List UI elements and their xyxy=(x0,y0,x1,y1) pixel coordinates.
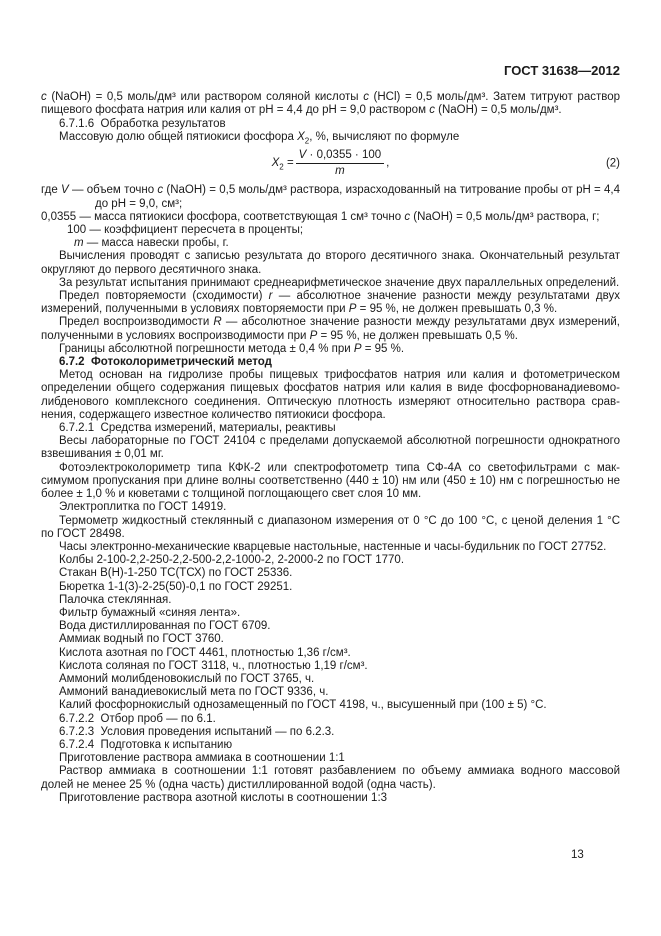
para-ammonium-molybdate: Аммоний молибденовокислый по ГОСТ 3765, ч. xyxy=(59,672,315,685)
para-nitric-solution-title: Приготовление раствора азотной кислоты в соотношении 1:3 xyxy=(59,791,388,804)
formula-fraction xyxy=(296,149,384,178)
where-term-100: 100 — коэффициент пересчета в проценты; xyxy=(67,224,304,237)
para-paper-filter: Фильтр бумажный «синяя лента». xyxy=(59,606,241,619)
para-repeatability-limit: Предел повторяемости (сходимости) r — абсолютное значение разности между результатами двух измерений, полученными в условиях повторяемости при Р = 95 %, не должен превышать 0,3 %. xyxy=(41,290,620,316)
where-term-m: m — масса навески пробы, г. xyxy=(74,237,229,250)
para-glass-rod: Палочка стеклянная. xyxy=(59,593,172,606)
para-flasks: Колбы 2-100-2,2-250-2,2-500-2,2-1000-2, 2-2000-2 по ГОСТ 1770. xyxy=(59,554,405,567)
para-clocks: Часы электронно-механические кварцевые настольные, настенные и часы-будильник по ГОСТ 27752. xyxy=(59,540,607,553)
formula-lhs: $X_2$ = xyxy=(271,157,294,172)
para-test-result-mean: За результат испытания принимают среднеарифметическое значение двух параллельных определений. xyxy=(59,276,620,289)
para-thermometer: Термометр жидкостный стеклянный с диапазоном измерения от 0 °С до 100 °С, с ценой деления 1 °С по ГОСТ 28498. xyxy=(41,514,620,540)
para-hydrochloric-acid: Кислота соляная по ГОСТ 3118, ч., плотностью 1,19 г/см³. xyxy=(59,659,368,672)
where-term-00355: 0,0355 — масса пятиокиси фосфора, соответствующая 1 см³ точно с (NaOH) = 0,5 моль/дм³ раствора, г; xyxy=(41,210,600,223)
formula-2 xyxy=(41,149,620,178)
standard-number-header: ГОСТ 31638—2012 xyxy=(504,63,620,78)
formula-comma: , xyxy=(386,157,390,170)
formula-equation-number: (2) xyxy=(605,157,620,170)
para-photocolorimeter: Фотоэлектроколориметр типа КФК-2 или спектрофотометр типа СФ-4А со светофильтрами с максимумом пропускания при длине волны соответственно (440 ± 10) нм или (450 ± 10) нм с погрешностью не более ± 1,0 % и кюветами с толщиной поглощающего свет слоя 10 мм. xyxy=(41,461,620,501)
heading-6-7-1-6: 6.7.1.6 Обработка результатов xyxy=(59,117,226,130)
where-term-v: где V — объем точно с (NaOH) = 0,5 моль/дм³ раствора, израсходованный на титрование пробы от рН = 4,4 до рН = 9,0, см³; xyxy=(41,184,620,210)
formula-denominator: m xyxy=(335,165,345,178)
heading-6-7-2-3: 6.7.2.3 Условия проведения испытаний — по 6.2.3. xyxy=(59,725,335,738)
para-potassium-phosphate: Калий фосфорнокислый однозамещенный по ГОСТ 4198, ч., высушенный при (100 ± 5) °С. xyxy=(59,699,547,712)
para-burette: Бюретка 1-1(3)-2-25(50)-0,1 по ГОСТ 29251. xyxy=(59,580,293,593)
para-ammonium-vanadate: Аммоний ванадиевокислый мета по ГОСТ 9336, ч. xyxy=(59,686,329,699)
heading-6-7-2: 6.7.2 Фотоколориметрический метод xyxy=(59,356,272,369)
page-content xyxy=(41,64,620,805)
para-ammonia-water: Аммиак водный по ГОСТ 3760. xyxy=(59,633,224,646)
para-ammonia-solution-prep: Раствор аммиака в соотношении 1:1 готовят разбавлением по объему аммиака водного массовой долей не менее 25 % (одна часть) дистиллированной водой (одна часть). xyxy=(41,765,620,791)
formula-numerator: V · 0,0355 · 100 xyxy=(296,149,384,164)
para-laboratory-scales: Весы лабораторные по ГОСТ 24104 с пределами допускаемой абсолютной погрешности однократного взвешивания ± 0,01 мг. xyxy=(41,435,620,461)
para-beaker: Стакан В(Н)-1-250 ТС(ТСХ) по ГОСТ 25336. xyxy=(59,567,293,580)
para-reproducibility-limit: Предел воспроизводимости R — абсолютное значение разности между результатами двух измерений, полученными в условиях воспроизводимости при Р = 95 %, не должен превышать 0,5 %. xyxy=(41,316,620,342)
page-number: 13 xyxy=(571,849,584,861)
para-method-description: Метод основан на гидролизе пробы пищевых трифосфатов натрия или калия и фотометрическом определении общего содержания пищевых фосфатов натрия или калия в виде фосфорнованадиевомолибденового комплексного соединения. Оптическую плотность измеряют относительно раствора сравнения, содержащего известное количество пятиокиси фосфора. xyxy=(41,369,620,421)
heading-6-7-2-4: 6.7.2.4 Подготовка к испытанию xyxy=(59,738,233,751)
para-error-bounds: Границы абсолютной погрешности метода ± 0,4 % при Р = 95 %. xyxy=(59,342,405,355)
para-mass-fraction: Массовую долю общей пятиокиси фосфора $X_2$, %, вычисляют по формуле xyxy=(59,130,460,146)
para-naoh-titration: с (NaOH) = 0,5 моль/дм³ или раствором соляной кислоты с (HCl) = 0,5 моль/дм³. Затем титруют раствор пищевого фосфата натрия или калия от рН = 4,4 до рН = 9,0 раствором с (NaOH) = 0,5 моль/дм³. xyxy=(41,91,620,117)
para-hotplate: Электроплитка по ГОСТ 14919. xyxy=(59,501,227,514)
para-ammonia-solution-title: Приготовление раствора аммиака в соотношении 1:1 xyxy=(59,752,345,765)
para-nitric-acid: Кислота азотная по ГОСТ 4461, плотностью 1,36 г/см³. xyxy=(59,646,351,659)
para-distilled-water: Вода дистиллированная по ГОСТ 6709. xyxy=(59,620,271,633)
para-calculation-rounding: Вычисления проводят с записью результата до второго десятичного знака. Окончательный результат округляют до первого десятичного знака. xyxy=(41,250,620,276)
heading-6-7-2-1: 6.7.2.1 Средства измерений, материалы, реактивы xyxy=(59,422,336,435)
heading-6-7-2-2: 6.7.2.2 Отбор проб — по 6.1. xyxy=(59,712,216,725)
